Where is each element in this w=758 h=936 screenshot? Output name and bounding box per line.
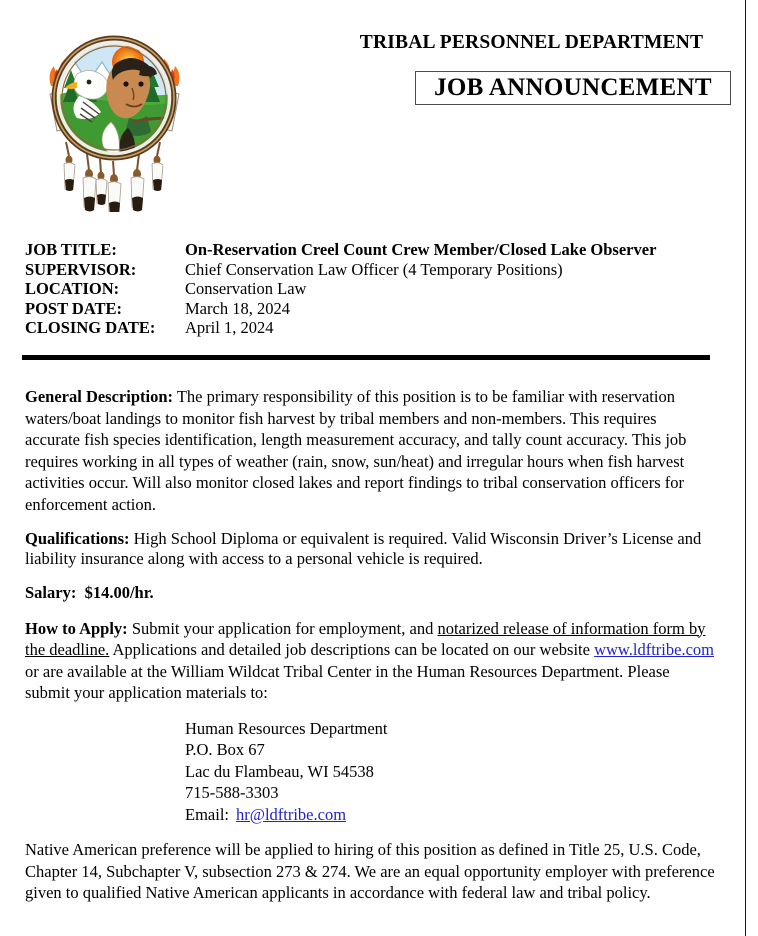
document-header xyxy=(0,0,746,222)
field-label: LOCATION: xyxy=(25,279,120,299)
address-line-po-box: P.O. Box 67 xyxy=(185,740,265,759)
horizontal-divider xyxy=(22,355,710,360)
field-value: April 1, 2024 xyxy=(185,318,274,338)
job-announcement-text: JOB ANNOUNCEMENT xyxy=(434,74,712,101)
field-value: Conservation Law xyxy=(185,279,307,299)
field-closing-date xyxy=(25,318,725,338)
general-description-heading: General Description: xyxy=(25,387,174,406)
field-post-date xyxy=(25,299,725,319)
notarized-release-emphasis: notarized release of information form by the deadline. xyxy=(25,618,706,659)
job-announcement-banner xyxy=(415,71,731,105)
department-title: TRIBAL PERSONNEL DEPARTMENT xyxy=(359,32,704,53)
qualifications-heading: Qualifications: xyxy=(25,529,130,548)
document-body xyxy=(25,386,715,918)
how-to-apply-text-2: Applications and detailed job descriptions can be located on our website xyxy=(109,640,595,659)
general-description-text: The primary responsibility of this position is to be familiar with reservation waters/boat landings to monitor fish harvest by tribal members and non-members. This requires accurate fish species identification, length measurement accuracy, and tally count accuracy. This job requires working in all types of weather (rain, snow, sun/heat) and irregular hours when fish harvest activities occur. Will also monitor closed lakes and report findings to tribal conservation officers for enforcement action. xyxy=(25,387,687,514)
field-value: March 18, 2024 xyxy=(185,298,290,318)
qualifications-text: High School Diploma or equivalent is required. Valid Wisconsin Driver’s License and liability insurance along with access to a personal vehicle is required. xyxy=(25,529,702,568)
address-line-department: Human Resources Department xyxy=(185,718,388,738)
email-link[interactable]: hr@ldftribe.com xyxy=(236,804,347,824)
native-american-preference-paragraph: Native American preference will be applied to hiring of this position as defined in Title 25, U.S. Code, Chapter 14, Subchapter V, subsection 273 & 274. We are an equal opportunity employer with preference given to qualified Native American applicants in accordance with federal law and tribal policy. xyxy=(25,840,715,902)
how-to-apply-paragraph xyxy=(25,618,715,704)
address-line-email xyxy=(185,804,715,826)
field-value: On-Reservation Creel Count Crew Member/Closed Lake Observer xyxy=(185,240,657,259)
tribal-seal-icon xyxy=(33,22,196,212)
field-value: Chief Conservation Law Officer (4 Temporary Positions) xyxy=(185,259,563,279)
field-label: JOB TITLE: xyxy=(25,240,117,259)
address-line-city-state-zip: Lac du Flambeau, WI 54538 xyxy=(185,761,374,781)
field-location xyxy=(25,279,725,299)
tribal-seal-logo xyxy=(33,22,196,212)
how-to-apply-text-3: or are available at the William Wildcat Tribal Center in the Human Resources Department. Please submit your application materials to: xyxy=(25,661,670,702)
field-label: POST DATE: xyxy=(25,298,123,318)
website-link[interactable]: www.ldftribe.com xyxy=(594,640,714,659)
email-label: Email: xyxy=(185,804,229,824)
job-detail-fields xyxy=(25,240,725,338)
address-line-phone: 715-588-3303 xyxy=(185,783,279,802)
field-label: CLOSING DATE: xyxy=(25,318,156,338)
how-to-apply-heading: How to Apply: xyxy=(25,618,128,638)
salary-line xyxy=(25,582,715,604)
page-edge-line xyxy=(745,0,746,936)
contact-address-block xyxy=(25,718,715,826)
field-job-title xyxy=(25,240,725,260)
salary-amount: $14.00/hr. xyxy=(84,583,154,602)
general-description-paragraph xyxy=(25,386,715,515)
field-label: SUPERVISOR: xyxy=(25,259,137,279)
salary-heading: Salary: xyxy=(25,583,77,602)
how-to-apply-text-1: Submit your application for employment, and xyxy=(127,618,438,638)
qualifications-paragraph xyxy=(25,529,715,568)
field-supervisor xyxy=(25,260,725,280)
